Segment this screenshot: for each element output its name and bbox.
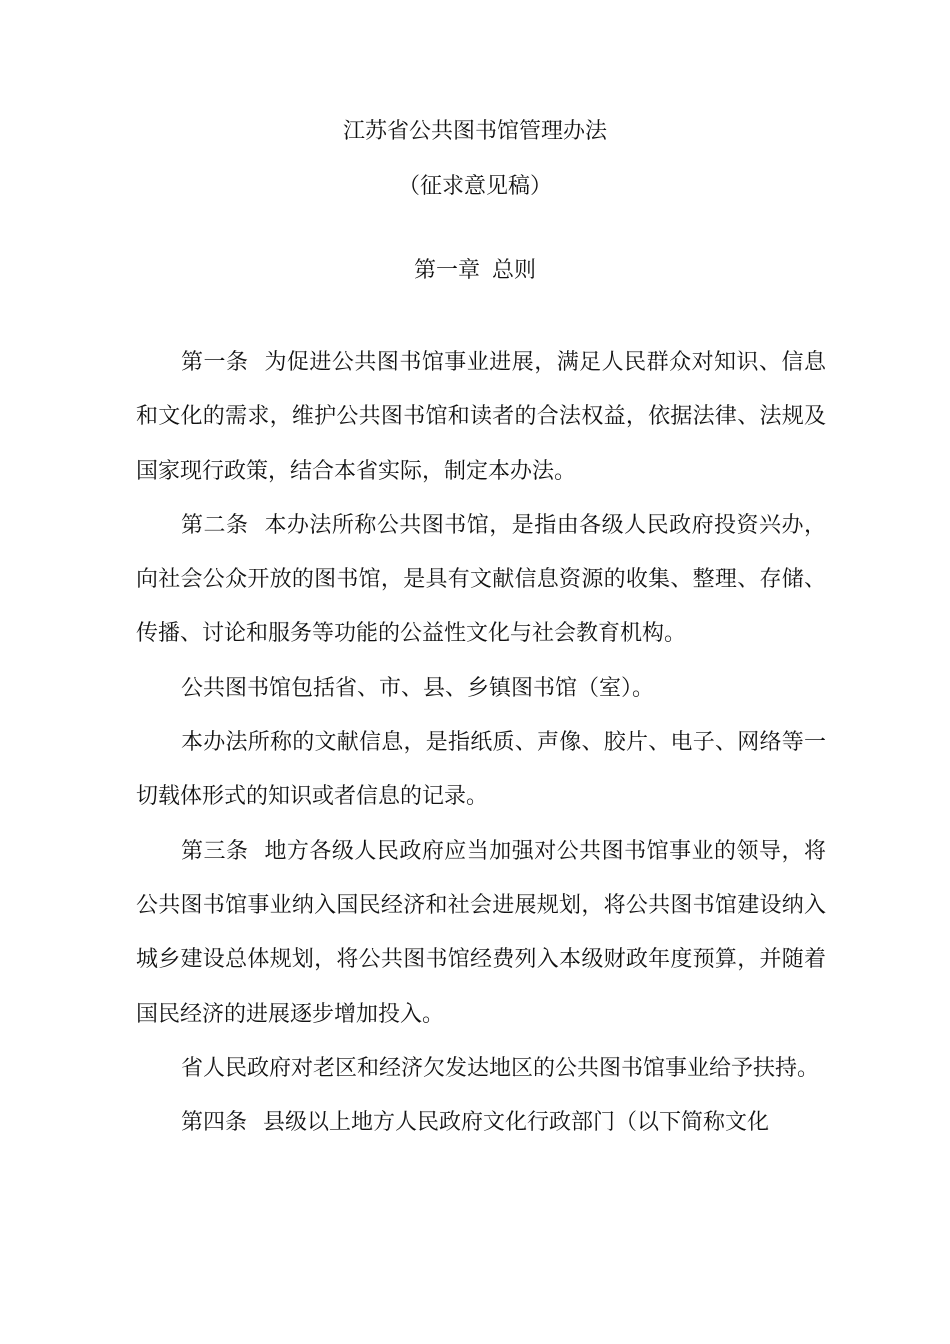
chapter-heading <box>0 256 950 286</box>
chapter-name: 总则 <box>492 258 537 283</box>
paragraph <box>136 1042 826 1096</box>
article-paragraph <box>136 825 826 1042</box>
article-number: 第一条 <box>181 350 249 375</box>
chapter-number: 第一章 <box>413 258 480 283</box>
paragraph-text: 县级以上地方人民政府文化行政部门（以下简称文化 <box>263 1110 770 1136</box>
paragraph-text: 省人民政府对老区和经济欠发达地区的公共图书馆事业给予扶持。 <box>181 1055 820 1081</box>
article-paragraph <box>136 499 826 662</box>
document-subtitle: （征求意见稿） <box>397 174 552 199</box>
paragraph-text: 公共图书馆包括省、市、县、乡镇图书馆（室）。 <box>181 675 655 701</box>
paragraph-text: 地方各级人民政府应当加强对公共图书馆事业的领导，将公共图书馆事业纳入国民经济和社会进展规划，将公共图书馆建设纳入城乡建设总体规划，将公共图书馆经费列入本级财政年度预算，并随着国民经济的进展逐步增加投入。 <box>136 838 826 1027</box>
paragraph <box>136 716 826 825</box>
article-paragraph <box>136 1096 826 1150</box>
paragraph-text: 本办法所称公共图书馆，是指由各级人民政府投资兴办，向社会公众开放的图书馆，是具有文献信息资源的收集、整理、存储、传播、讨论和服务等功能的公益性文化与社会教育机构。 <box>136 512 826 647</box>
article-number: 第二条 <box>181 512 249 538</box>
paragraph <box>136 662 826 716</box>
article-number: 第四条 <box>181 1110 248 1136</box>
document-body <box>136 336 826 1150</box>
paragraph-text: 本办法所称的文献信息，是指纸质、声像、胶片、电子、网络等一切载体形式的知识或者信息的记录。 <box>136 730 826 810</box>
paragraph-text: 为促进公共图书馆事业进展，满足人民群众对知识、信息和文化的需求，维护公共图书馆和读者的合法权益，依据法律、法规及国家现行政策，结合本省实际，制定本办法。 <box>136 350 826 484</box>
document-title: 江苏省公共图书馆管理办法 <box>342 119 607 144</box>
article-paragraph <box>136 336 826 499</box>
article-number: 第三条 <box>181 838 249 864</box>
